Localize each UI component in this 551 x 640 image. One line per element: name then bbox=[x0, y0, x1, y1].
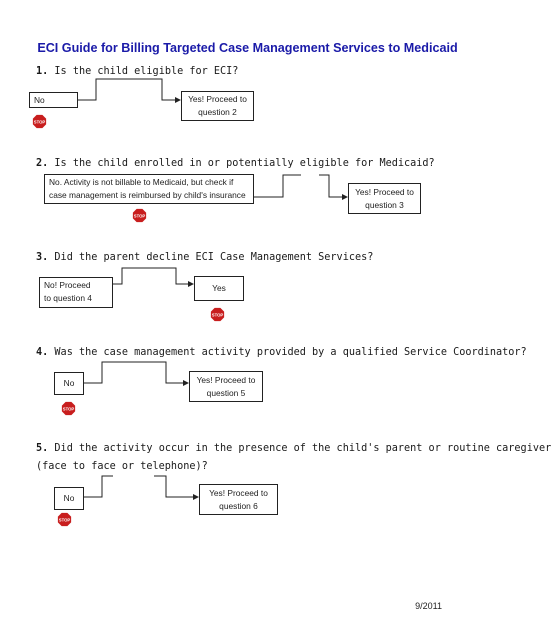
answer-no-text: No bbox=[63, 378, 75, 388]
answer-yes-text: question 3 bbox=[365, 199, 404, 210]
question-number: 5. bbox=[36, 443, 49, 454]
answer-yes-box bbox=[189, 371, 263, 402]
question-text: Was the case management activity provided by a qualified Service Coordinator? bbox=[54, 347, 527, 358]
question-text: Is the child enrolled in or potentially eligible for Medicaid? bbox=[54, 158, 435, 169]
question-1 bbox=[36, 63, 238, 80]
answer-no-text: No bbox=[63, 493, 75, 503]
footer-date: 9/2011 bbox=[415, 601, 442, 611]
question-number: 1. bbox=[36, 66, 49, 77]
question-2 bbox=[36, 155, 435, 172]
answer-no-box bbox=[44, 174, 254, 204]
question-5-continued bbox=[36, 458, 208, 475]
question-text: (face to face or telephone)? bbox=[36, 461, 208, 472]
answer-yes-text: Yes bbox=[212, 283, 226, 293]
answer-yes-text: question 2 bbox=[198, 107, 237, 117]
answer-no-box bbox=[54, 372, 84, 395]
answer-yes-text: question 6 bbox=[219, 500, 258, 511]
stop-sign-icon bbox=[210, 307, 225, 322]
answer-no-box bbox=[54, 487, 84, 510]
question-number: 4. bbox=[36, 347, 49, 358]
question-3 bbox=[36, 249, 373, 266]
svg-text:STOP: STOP bbox=[62, 406, 75, 412]
question-number: 2. bbox=[36, 158, 49, 169]
answer-yes-box bbox=[348, 183, 421, 214]
question-5 bbox=[36, 440, 551, 457]
answer-yes-text: Yes! Proceed to bbox=[355, 186, 414, 197]
stop-sign-icon bbox=[32, 114, 47, 129]
svg-text:STOP: STOP bbox=[211, 312, 224, 318]
answer-yes-box bbox=[181, 91, 254, 121]
answer-no-text: to question 4 bbox=[44, 293, 92, 303]
answer-no-text: No bbox=[34, 95, 45, 105]
question-number: 3. bbox=[36, 252, 49, 263]
answer-no-text: No. Activity is not billable to Medicaid, but check if bbox=[49, 177, 234, 187]
question-text: Did the activity occur in the presence of the child's parent or routine caregiver bbox=[54, 443, 551, 454]
question-text: Did the parent decline ECI Case Management Services? bbox=[54, 252, 374, 263]
answer-yes-box bbox=[194, 276, 244, 301]
answer-no-text: No! Proceed bbox=[44, 280, 91, 290]
answer-no-box bbox=[39, 277, 113, 308]
stop-sign-icon bbox=[61, 401, 76, 416]
svg-text:STOP: STOP bbox=[133, 213, 146, 219]
question-4 bbox=[36, 344, 527, 361]
svg-text:STOP: STOP bbox=[58, 517, 71, 523]
stop-sign-icon bbox=[132, 208, 147, 223]
answer-yes-text: Yes! Proceed to bbox=[209, 487, 268, 498]
question-text: Is the child eligible for ECI? bbox=[54, 66, 239, 77]
answer-yes-text: question 5 bbox=[206, 387, 246, 398]
answer-yes-box bbox=[199, 484, 278, 515]
answer-no-box bbox=[29, 92, 78, 108]
page-title: ECI Guide for Billing Targeted Case Management Services to Medicaid bbox=[37, 41, 458, 55]
answer-yes-text: Yes! Proceed to bbox=[188, 94, 247, 104]
svg-text:STOP: STOP bbox=[33, 119, 46, 125]
answer-no-text: case management is reimbursed by child's insurance bbox=[49, 190, 246, 200]
stop-sign-icon bbox=[57, 512, 72, 527]
answer-yes-text: Yes! Proceed to bbox=[196, 374, 256, 385]
